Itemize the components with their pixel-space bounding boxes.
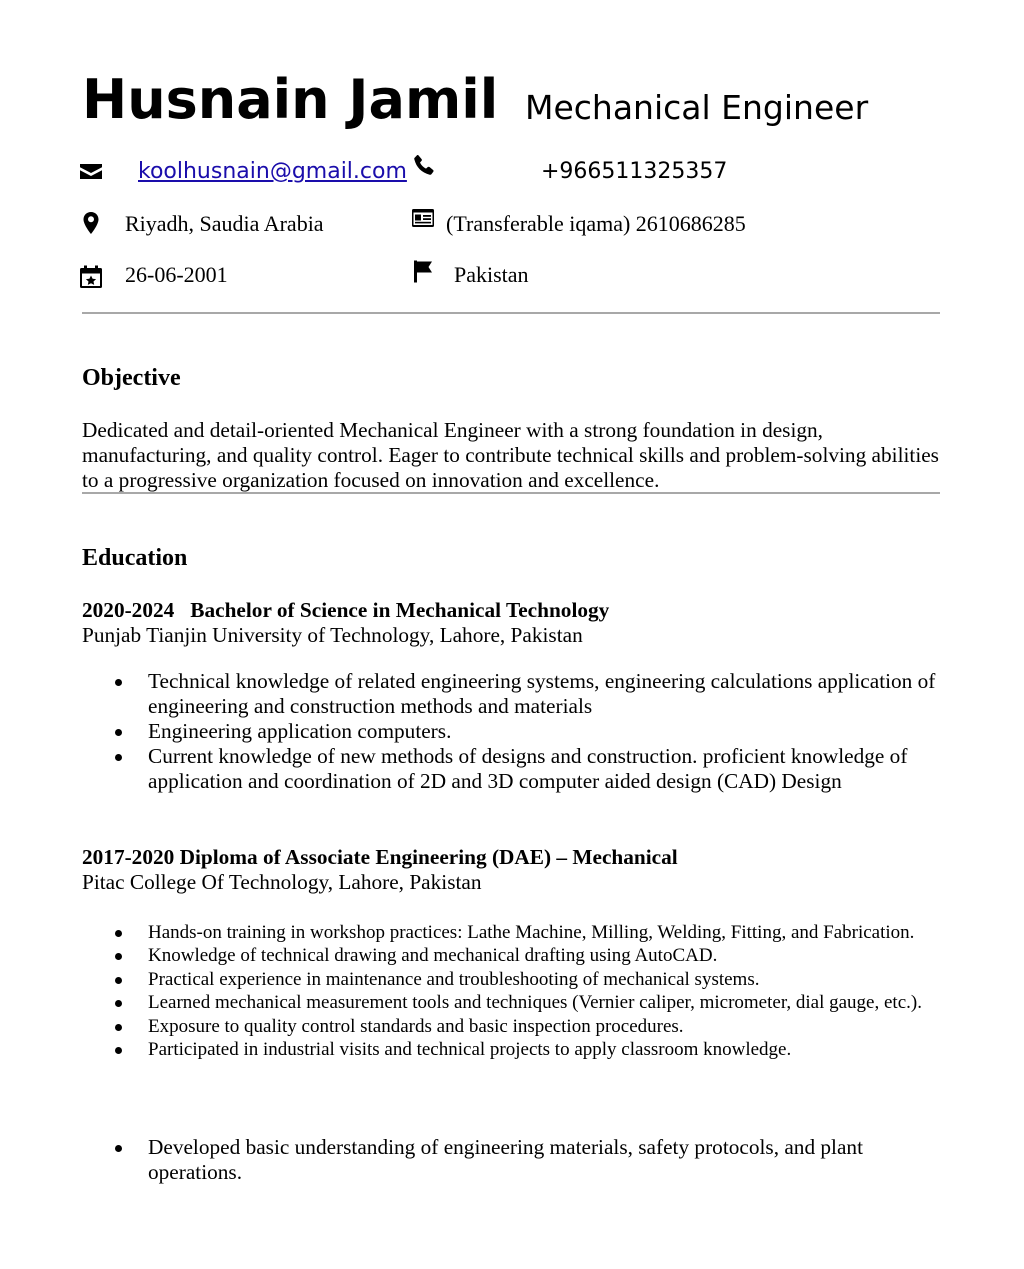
- education-bullets: [82, 921, 942, 1061]
- list-item: Exposure to quality control standards and basic inspection procedures.: [82, 1015, 942, 1038]
- job-title: Mechanical Engineer: [525, 88, 869, 127]
- education-degree: Bachelor of Science in Mechanical Technology: [190, 598, 610, 622]
- email-link[interactable]: koolhusnain@gmail.com: [138, 159, 407, 184]
- map-pin-icon: [79, 211, 103, 235]
- education-institution: Pitac College Of Technology, Lahore, Pakistan: [82, 870, 482, 894]
- nationality-text: Pakistan: [454, 262, 529, 287]
- list-item: Developed basic understanding of engineering materials, safety protocols, and plant operations.: [82, 1135, 942, 1185]
- list-item: Hands-on training in workshop practices: Lathe Machine, Milling, Welding, Fitting, and Fabrication.: [82, 921, 942, 944]
- phone-icon: [412, 153, 436, 177]
- list-item: Learned mechanical measurement tools and techniques (Vernier caliper, micrometer, dial gauge, etc.).: [82, 991, 942, 1014]
- education-entry-title: 2017-2020 Diploma of Associate Engineering (DAE) – Mechanical: [82, 845, 678, 869]
- education-heading: Education: [82, 545, 188, 571]
- calendar-icon: [79, 265, 103, 289]
- list-item: Knowledge of technical drawing and mechanical drafting using AutoCAD.: [82, 944, 942, 967]
- header-divider: [82, 312, 940, 314]
- list-item: Participated in industrial visits and technical projects to apply classroom knowledge.: [82, 1038, 942, 1061]
- education-bullets: [82, 669, 942, 794]
- education-years: 2020-2024: [82, 598, 175, 622]
- objective-heading: Objective: [82, 365, 181, 391]
- phone-number: +966511325357: [541, 159, 728, 184]
- list-item: Engineering application computers.: [82, 719, 942, 744]
- iqama-text: (Transferable iqama) 2610686285: [446, 211, 746, 236]
- flag-icon: [412, 259, 436, 283]
- education-extra-bullet: [82, 1135, 942, 1185]
- list-item: Technical knowledge of related engineering systems, engineering calculations application of engineering and construction methods and materials: [82, 669, 942, 719]
- id-card-icon: [411, 206, 435, 230]
- objective-divider: [82, 492, 940, 494]
- objective-text: Dedicated and detail-oriented Mechanical Engineer with a strong foundation in design, manufacturing, and quality control. Eager to contribute technical skills and problem-solving abilities to a progressive organization focused on innovation and excellence.: [82, 418, 939, 492]
- education-institution: Punjab Tianjin University of Technology, Lahore, Pakistan: [82, 623, 583, 647]
- list-item: Practical experience in maintenance and troubleshooting of mechanical systems.: [82, 968, 942, 991]
- location-text: Riyadh, Saudia Arabia: [125, 211, 324, 236]
- education-entry-title: [82, 598, 609, 623]
- dob-text: 26-06-2001: [125, 262, 228, 287]
- candidate-name: Husnain Jamil: [82, 68, 499, 131]
- envelope-icon: [79, 160, 103, 184]
- list-item: Current knowledge of new methods of designs and construction. proficient knowledge of application and coordination of 2D and 3D computer aided design (CAD) Design: [82, 744, 942, 794]
